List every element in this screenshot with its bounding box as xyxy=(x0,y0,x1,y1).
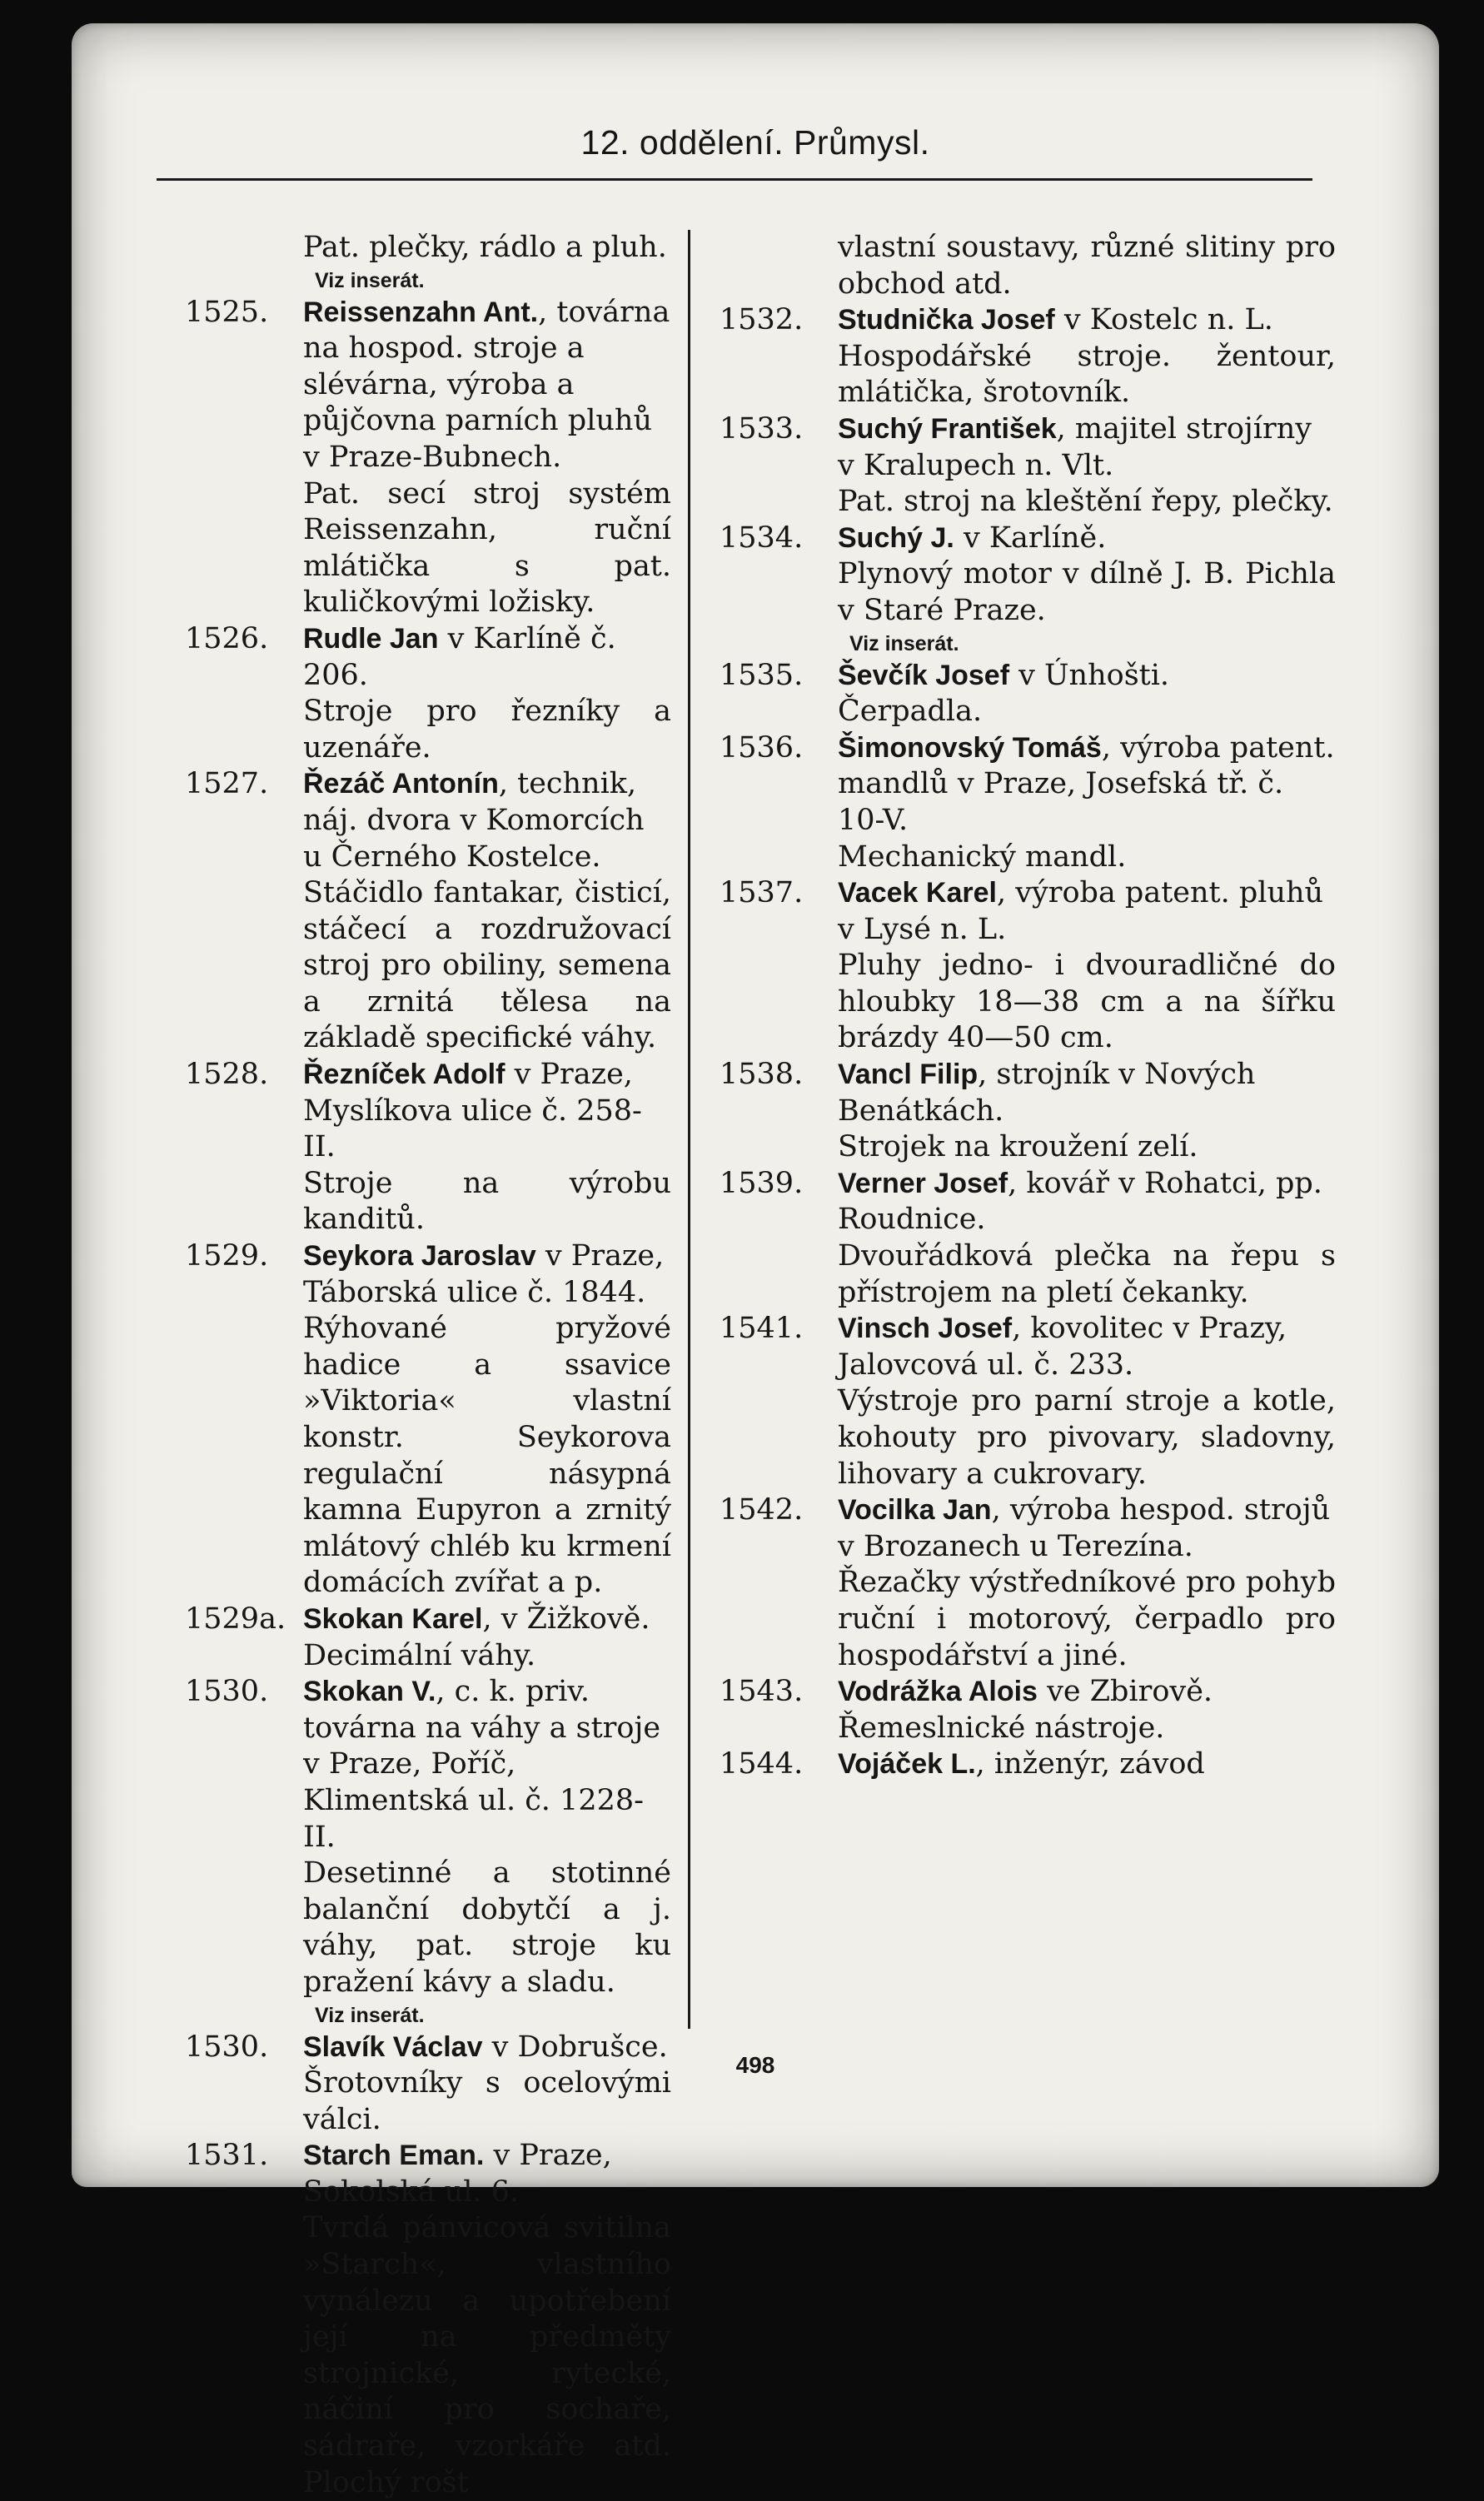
company-address: , výroba patent. mandlů v Praze, Josefská tř. č. 10-V. xyxy=(838,730,1335,837)
company-name: Seykora Jaroslav xyxy=(303,1240,536,1273)
left-lead-entry xyxy=(185,230,671,295)
company-name: Řezáč Antonín xyxy=(303,768,499,800)
directory-entry xyxy=(720,1746,1336,1783)
entry-number: 1534. xyxy=(720,521,804,555)
product-description: Šrotovníky s ocelovými válci. xyxy=(303,2066,671,2136)
header-rule xyxy=(157,178,1312,181)
entry-number: 1525. xyxy=(185,295,269,329)
product-description: Pat. secí stroj systém Reissenzahn, ruční mlátička s pat. kuličkovými ložisky. xyxy=(303,476,671,620)
lead-description: vlastní soustavy, různé slitiny pro obchod atd. xyxy=(838,231,1336,301)
product-description: Tvrdá pánvicová svitilna »Starch«, vlastního vynálezu a upotřebení její na předměty strojnické, rytecké, náčiní pro sochaře, sádraře, vzorkáře atd. Plochý rošt xyxy=(303,2211,671,2499)
company-address: v Praze, Sokolská ul. 6. xyxy=(303,2139,612,2209)
page-number: 498 xyxy=(735,2052,775,2078)
directory-entry xyxy=(185,1602,671,1674)
company-address: v Dobrušce. xyxy=(482,2030,668,2064)
entry-number: 1531. xyxy=(185,2139,269,2173)
entry-number: 1536. xyxy=(720,730,804,765)
product-description: Řezačky výstředníkové pro pohyb ruční i motorový, čerpadlo pro hospodářství a jiné. xyxy=(838,1566,1336,1672)
left-entry-list xyxy=(185,295,671,2501)
company-address: v Praze, Myslíkova ulice č. 258-II. xyxy=(303,1058,642,1164)
product-description: Výstroje pro parní stroje a kotle, kohouty pro pivovary, sladovny, lihovary a cukrovary. xyxy=(838,1384,1336,1491)
company-address: , inženýr, závod xyxy=(975,1747,1205,1781)
see-advertisement-note: Viz inserát. xyxy=(849,631,959,655)
company-address: , kovolitec v Prazy, Jalovcová ul. č. 233. xyxy=(838,1312,1287,1382)
company-name: Slavík Václav xyxy=(303,2030,483,2063)
entry-number: 1544. xyxy=(720,1747,804,1781)
directory-entry xyxy=(720,658,1336,730)
product-description: Pat. stroj na kleštění řepy, plečky. xyxy=(838,485,1333,519)
directory-entry xyxy=(720,302,1336,411)
directory-entry xyxy=(185,295,671,621)
company-name: Šimonovský Tomáš xyxy=(838,731,1102,764)
directory-entry xyxy=(185,766,671,1057)
column-divider xyxy=(688,230,690,2029)
product-description: Stroje pro řezníky a uzenáře. xyxy=(303,695,671,765)
directory-entry xyxy=(720,411,1336,521)
company-name: Skokan V. xyxy=(303,1676,436,1708)
product-description: Pluhy jedno- i dvouradličné do hloubky 18—38 cm a na šířku brázdy 40—50 cm. xyxy=(838,949,1336,1055)
entry-number: 1530. xyxy=(185,1675,269,1709)
product-description: Řemeslnické nástroje. xyxy=(838,1711,1165,1745)
right-entry-list xyxy=(720,302,1336,1783)
company-name: Reissenzahn Ant. xyxy=(303,296,539,328)
company-address: , strojník v Nových Benátkách. xyxy=(838,1058,1256,1128)
right-column xyxy=(720,230,1336,1783)
company-address: , majitel strojírny v Kralupech n. Vlt. xyxy=(838,411,1312,482)
product-description: Strojek na kroužení zelí. xyxy=(838,1130,1198,1164)
company-name: Ševčík Josef xyxy=(838,659,1010,691)
entry-number: 1529. xyxy=(185,1239,269,1273)
company-address: , výroba hespod. strojů v Brozanech u Terezína. xyxy=(838,1493,1331,1563)
entry-number: 1537. xyxy=(720,876,804,910)
company-address: v Únhošti. xyxy=(1009,658,1170,692)
product-description: Čerpadla. xyxy=(838,695,983,729)
directory-entry xyxy=(185,2030,671,2139)
lead-description: Pat. plečky, rádlo a pluh. xyxy=(303,231,667,264)
product-description: Hospodářské stroje. žentour, mlátička, šrotovník. xyxy=(838,339,1336,410)
company-name: Verner Josef xyxy=(838,1167,1008,1199)
entry-number: 1530. xyxy=(185,2030,269,2064)
entry-number: 1538. xyxy=(720,1058,804,1092)
company-address: v Kostelc n. L. xyxy=(1054,303,1273,337)
company-address: , c. k. priv. továrna na váhy a stroje v Praze, Poříč, Klimentská ul. č. 1228-II. xyxy=(303,1675,661,1854)
entry-number: 1543. xyxy=(720,1675,804,1709)
entry-number: 1539. xyxy=(720,1166,804,1200)
page-header: 12. oddělení. Průmysl. xyxy=(580,123,930,162)
directory-entry xyxy=(720,521,1336,658)
entry-number: 1532. xyxy=(720,303,804,337)
company-address: , v Žižkově. xyxy=(482,1602,650,1636)
company-address: v Praze, Táborská ulice č. 1844. xyxy=(303,1239,665,1309)
company-name: Vojáček L. xyxy=(838,1748,976,1781)
company-address: , kovář v Rohatci, pp. Roudnice. xyxy=(838,1166,1322,1237)
directory-entry xyxy=(720,1492,1336,1674)
company-name: Starch Eman. xyxy=(303,2140,485,2172)
company-name: Vacek Karel xyxy=(838,877,997,909)
directory-entry xyxy=(720,1311,1336,1492)
see-advertisement-note: Viz inserát. xyxy=(315,268,425,292)
company-name: Skokan Karel xyxy=(303,1602,483,1635)
directory-entry xyxy=(185,621,671,766)
right-lead-entry xyxy=(720,230,1336,302)
entry-number: 1541. xyxy=(720,1312,804,1346)
entry-number: 1526. xyxy=(185,621,269,655)
company-name: Suchý J. xyxy=(838,521,954,554)
company-address: ve Zbirově. xyxy=(1037,1675,1213,1709)
left-column xyxy=(185,230,671,2501)
company-address: , výroba patent. pluhů v Lysé n. L. xyxy=(838,876,1324,946)
directory-entry xyxy=(185,1674,671,2029)
company-address: , továrna na hospod. stroje a slévárna, výroba a půjčovna parních pluhů v Praze-Bubnech. xyxy=(303,295,670,474)
product-description: Dvouřádková plečka na řepu s přístrojem na pletí čekanky. xyxy=(838,1239,1336,1309)
company-name: Vodrážka Alois xyxy=(838,1676,1038,1708)
product-description: Rýhované pryžové hadice a ssavice »Viktoria« vlastní konstr. Seykorova regulační násypná kamna Eupyron a zrnitý mlátový chléb ku krmení domácích zvířat a p. xyxy=(303,1312,671,1600)
company-address: v Karlíně č. 206. xyxy=(303,621,616,692)
directory-entry xyxy=(720,1674,1336,1746)
product-description: Decimální váhy. xyxy=(303,1638,536,1672)
company-name: Vinsch Josef xyxy=(838,1313,1013,1345)
directory-entry xyxy=(720,1057,1336,1166)
product-description: Mechanický mandl. xyxy=(838,839,1127,874)
product-description: Stáčidlo fantakar, čisticí, stáčecí a rozdružovací stroj pro obiliny, semena a zrnitá tělesa na základě specifické váhy. xyxy=(303,876,671,1055)
entry-number: 1527. xyxy=(185,767,269,801)
directory-entry xyxy=(720,1166,1336,1311)
entry-number: 1528. xyxy=(185,1058,269,1092)
directory-entry xyxy=(185,1238,671,1602)
directory-entry xyxy=(720,730,1336,875)
product-description: Plynový motor v dílně J. B. Pichla v Staré Praze. xyxy=(838,557,1336,627)
company-name: Studnička Josef xyxy=(838,304,1055,336)
company-address: , technik, náj. dvora v Komorcích u Černého Kostelce. xyxy=(303,767,645,874)
directory-entry xyxy=(720,875,1336,1057)
entry-number: 1533. xyxy=(720,411,804,446)
company-name: Suchý František xyxy=(838,412,1057,445)
product-description: Stroje na výrobu kanditů. xyxy=(303,1166,671,1237)
see-advertisement-note: Viz inserát. xyxy=(315,2003,425,2027)
company-name: Vocilka Jan xyxy=(838,1494,992,1527)
book-page xyxy=(72,23,1439,2499)
company-name: Vancl Filip xyxy=(838,1059,979,1091)
entry-number: 1542. xyxy=(720,1493,804,1527)
company-address: v Karlíně. xyxy=(954,521,1107,555)
entry-number: 1529a. xyxy=(185,1602,286,1636)
directory-entry xyxy=(185,2138,671,2501)
directory-entry xyxy=(185,1057,671,1238)
company-name: Rudle Jan xyxy=(303,622,439,655)
entry-number: 1535. xyxy=(720,658,804,692)
product-description: Desetinné a stotinné balanční dobytčí a j. váhy, pat. stroje ku pražení kávy a sladu. xyxy=(303,1856,671,1999)
company-name: Řezníček Adolf xyxy=(303,1059,505,1091)
